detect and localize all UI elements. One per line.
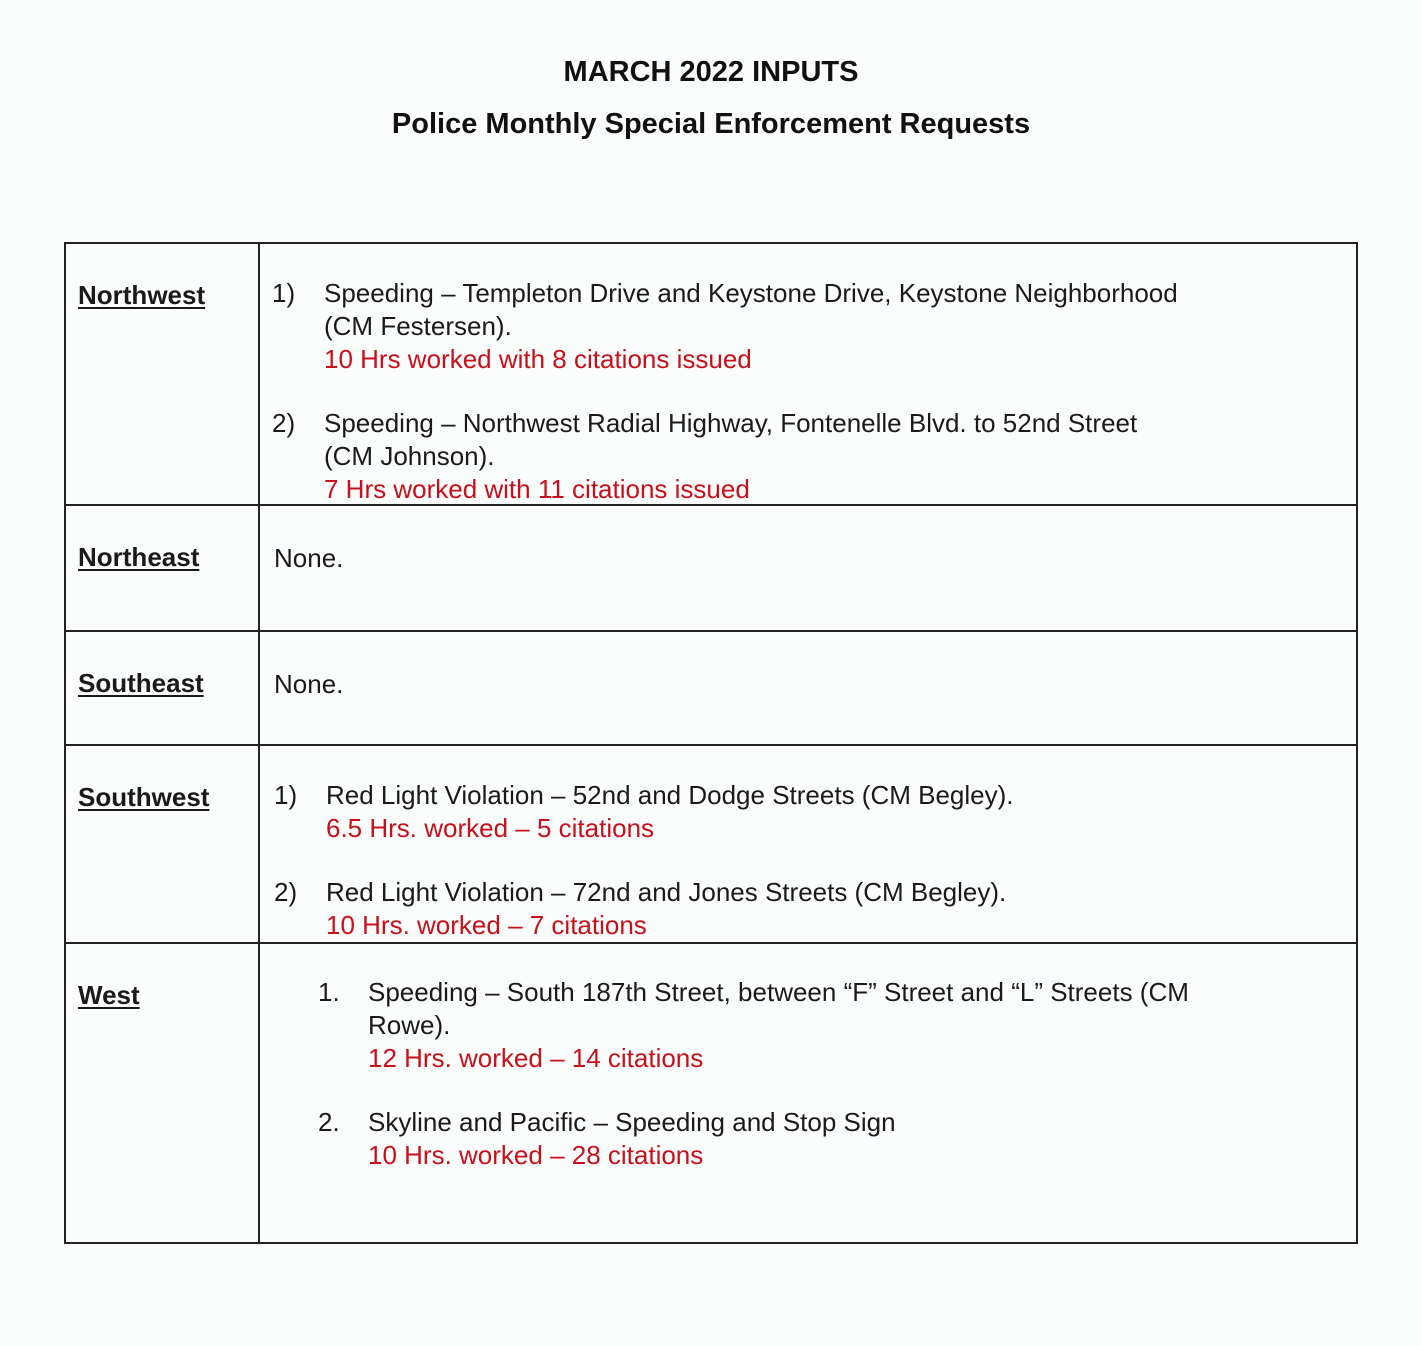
region-content-southeast: None. (274, 669, 344, 699)
table-row-northwest (66, 244, 1356, 504)
request-description: Speeding – Northwest Radial Highway, Fontenelle Blvd. to 52nd Street (324, 408, 1138, 438)
document-subtitle: Police Monthly Special Enforcement Requests (391, 108, 1031, 140)
item-number: 1) (274, 780, 298, 810)
region-content-northwest (260, 244, 1356, 504)
request-result: 12 Hrs. worked – 14 citations (368, 1043, 704, 1073)
region-content-west (260, 944, 1356, 1242)
request-description: Speeding – South 187th Street, between “F” Street and “L” Streets (CM (368, 977, 1189, 1007)
table-row-southeast (66, 630, 1356, 744)
request-result: 7 Hrs worked with 11 citations issued (324, 474, 750, 504)
request-item (274, 779, 1326, 845)
request-item (318, 976, 1326, 1075)
request-item (318, 1106, 1326, 1172)
region-label-southeast: Southeast (66, 632, 260, 744)
request-item (272, 407, 1326, 506)
table-row-west (66, 942, 1356, 1242)
request-description: Skyline and Pacific – Speeding and Stop Sign (368, 1107, 896, 1137)
item-number: 2. (318, 1107, 340, 1137)
request-description-cont: (CM Johnson). (324, 441, 495, 471)
request-description-cont: Rowe). (368, 1010, 451, 1040)
request-result: 10 Hrs. worked – 7 citations (326, 910, 647, 940)
item-number: 1) (272, 278, 296, 308)
region-content-northeast: None. (274, 543, 344, 573)
table-row-southwest (66, 744, 1356, 942)
document-title: MARCH 2022 INPUTS (563, 56, 859, 88)
request-result: 10 Hrs. worked – 28 citations (368, 1140, 704, 1170)
region-label-southwest: Southwest (66, 746, 260, 942)
region-label-northeast: Northeast (66, 506, 260, 630)
request-description-cont: (CM Festersen). (324, 311, 512, 341)
item-number: 1. (318, 977, 340, 1007)
request-result: 6.5 Hrs. worked – 5 citations (326, 813, 655, 843)
request-item (272, 277, 1326, 376)
item-number: 2) (272, 408, 296, 438)
request-description: Red Light Violation – 52nd and Dodge Streets (CM Begley). (326, 780, 1014, 810)
region-label-northwest: Northwest (66, 244, 260, 504)
enforcement-table (64, 242, 1358, 1244)
region-label-west: West (66, 944, 260, 1242)
table-row-northeast (66, 504, 1356, 630)
item-number: 2) (274, 877, 298, 907)
request-item (274, 876, 1326, 942)
request-description: Speeding – Templeton Drive and Keystone Drive, Keystone Neighborhood (324, 278, 1178, 308)
request-result: 10 Hrs worked with 8 citations issued (324, 344, 752, 374)
region-content-southwest (260, 746, 1356, 942)
request-description: Red Light Violation – 72nd and Jones Streets (CM Begley). (326, 877, 1007, 907)
